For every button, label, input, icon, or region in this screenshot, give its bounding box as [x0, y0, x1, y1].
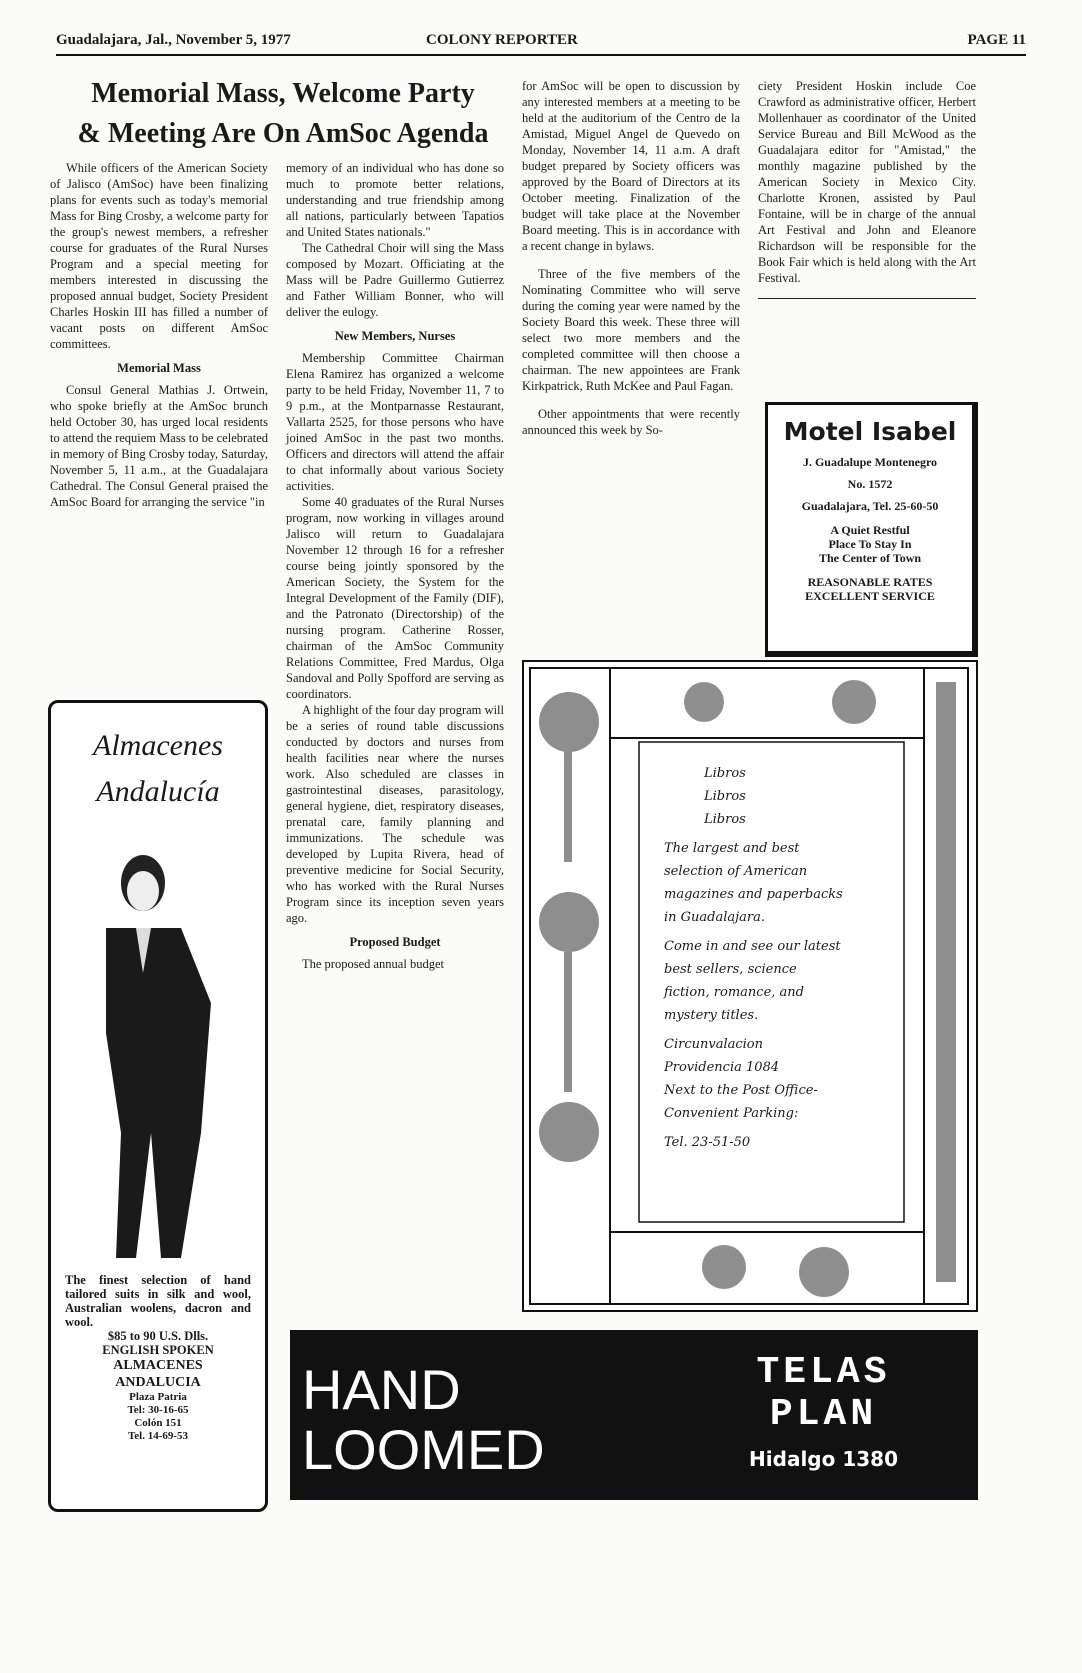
headline-line: Memorial Mass, Welcome Party — [91, 78, 475, 109]
page-number: PAGE 11 — [967, 32, 1026, 48]
paragraph: Three of the five members of the Nominating Committee who will serve during the coming year were named by the Society Board this week. These three will select two more members and the completed committee will then choose a chairman. The new appointees are Frank Kirkpatrick, Ruth McKee and Paul Fagan. — [522, 267, 740, 393]
headline-line: & Meeting Are On AmSoc Agenda — [77, 118, 489, 149]
ad-line: Come in and see our latest — [664, 939, 841, 954]
motel-phone: Guadalajara, Tel. 25-60-50 — [801, 499, 939, 513]
ad-location: Colón 151 — [134, 1417, 182, 1429]
ad-line: TELAS — [756, 1351, 891, 1394]
motel-service: EXCELLENT SERVICE — [805, 589, 935, 603]
paragraph: The Cathedral Choir will sing the Mass composed by Mozart. Officiating at the Mass will be Padre Guillermo Gutierrez and Father William Bonner, who will deliver the eulogy. — [286, 241, 504, 319]
ad-phone: Tel. 14-69-53 — [127, 1430, 189, 1442]
article-column-2 — [286, 160, 504, 972]
ad-line: HAND — [302, 1358, 461, 1421]
paper-name: COLONY REPORTER — [426, 32, 578, 48]
ad-title-line: Andalucía — [96, 775, 220, 808]
subhead: Memorial Mass — [117, 361, 201, 375]
ad-line: best sellers, science — [664, 962, 797, 977]
paragraph: Some 40 graduates of the Rural Nurses program, now working in villages around Jalisco will return to Guadalajara November 12 through 16 for a refresher course being jointly sponsored by the American Society, the System for the Integral Development of the Family (DIF), and the Patronato (Directorship) of the nursing program. Catherine Rosser, chairman of the AmSoc Community Relations Committee, Fred Mardus, Olga Sandoval and Polly Spofford are serving as coordinators. — [286, 495, 504, 701]
ad-body — [65, 1273, 251, 1443]
paragraph: While officers of the American Society of Jalisco (AmSoc) have been finalizing plans for events such as today's memorial Mass for Bing Crosby, a welcome party for the group's newest members, a refresher course for graduates of the Rural Nurses Program and a special meeting for members interested in discussing the proposed annual budget, Society President Charles Hoskin III has filled a number of vacant posts on different AmSoc committees. — [50, 161, 268, 351]
motel-address: No. 1572 — [847, 477, 893, 491]
article-column-3 — [522, 78, 740, 438]
ad-almacenes-andalucia — [48, 700, 268, 1512]
ad-line: selection of American — [664, 864, 808, 879]
ad-english-spoken: ENGLISH SPOKEN — [102, 1343, 214, 1357]
man-in-suit-illustration — [51, 833, 265, 1263]
ad-price: $85 to 90 U.S. Dlls. — [107, 1329, 209, 1343]
page-header — [56, 32, 1026, 56]
motel-owner: J. Guadalupe Montenegro — [802, 455, 938, 469]
motel-rates: REASONABLE RATES — [807, 575, 933, 589]
subhead: Proposed Budget — [349, 935, 441, 949]
ad-line: Tel. 23-51-50 — [664, 1135, 751, 1150]
ad-line: magazines and paperbacks — [664, 887, 843, 902]
dateline: Guadalajara, Jal., November 5, 1977 — [56, 32, 291, 48]
motel-tagline: Place To Stay In — [828, 537, 912, 551]
ad-libros — [522, 660, 978, 1312]
paragraph: for AmSoc will be open to discussion by any interested members at a meeting to be held at the auditorium of the Centro de la Amistad, Miguel Angel de Quevedo on Monday, November 14, 11 a.m. A draft budget prepared by Society officers was approved by the Board of Directors at its October meeting. Finalization of the budget will take place at the November Board meeting. This is in accordance with a recent change in bylaws. — [522, 79, 740, 253]
ad-line: Libros — [704, 766, 746, 781]
ad-line: Libros — [704, 812, 746, 827]
telas-plan-text — [749, 1352, 898, 1472]
ad-line: Next to the Post Office- — [664, 1083, 818, 1098]
ad-line: fiction, romance, and — [664, 985, 804, 1000]
article-headline — [50, 74, 516, 154]
ad-title — [51, 723, 265, 815]
books-ad-text — [664, 762, 919, 1154]
ad-line: mystery titles. — [664, 1008, 759, 1023]
subhead: New Members, Nurses — [334, 329, 456, 343]
hand-loomed-text — [302, 1360, 545, 1480]
ad-line: LOOMED — [302, 1418, 545, 1481]
telas-address: Hidalgo 1380 — [749, 1447, 898, 1471]
ad-title-line: Almacenes — [93, 729, 223, 762]
article-column-4 — [758, 78, 976, 299]
ad-line: PLAN — [769, 1393, 878, 1436]
paragraph: ciety President Hoskin include Coe Crawford as administrative officer, Herbert Mollenhauer as coordinator of the United Service Bureau and Bill McWood as the Guadalajara editor for "Amistad," the monthly magazine published by the American Society in Mexico City. Charlotte Kronen, assisted by Paul Fontaine, will be in charge of the annual Art Festival and John and Eleanore Richardson will be responsible for the Book Fair which is held along with the Art Festival. — [758, 79, 976, 285]
ad-line: Libros — [704, 789, 746, 804]
ad-line: The largest and best — [664, 841, 800, 856]
ad-line: Circunvalacion — [664, 1037, 763, 1052]
ad-store-name: ALMACENES — [113, 1358, 203, 1373]
paragraph: A highlight of the four day program will be a series of round table discussions conducted by doctors and nurses from health facilities near where the nurses work. Also scheduled are classes in gastrointestinal diseases, parasitology, general hygiene, diet, respiratory diseases, prenatal care, family planning and immunizations. The schedule was developed by Lupita Rivera, head of preventive medicine for Social Security, who has worked with the Rural Nurses Program since its inception seven years ago. — [286, 703, 504, 925]
paragraph: Other appointments that were recently announced this week by So- — [522, 407, 740, 437]
ad-store-name: ANDALUCIA — [115, 1375, 201, 1390]
motel-tagline: The Center of Town — [818, 551, 922, 565]
motel-name: Motel Isabel — [783, 417, 957, 446]
ad-motel-isabel — [765, 402, 978, 657]
ad-description: The finest selection of hand tailored suits in silk and wool, Australian woolens, dacron and wool. — [65, 1273, 251, 1329]
paragraph: The proposed annual budget — [302, 957, 444, 971]
ad-line: Providencia 1084 — [664, 1060, 780, 1075]
motel-tagline: A Quiet Restful — [830, 523, 910, 537]
paragraph: Consul General Mathias J. Ortwein, who spoke briefly at the AmSoc brunch held October 30, has urged local residents to attend the requiem Mass to be celebrated in memory of Bing Crosby today, Saturday, November 5, 11 a.m., at the Guadalajara Cathedral. The Consul General praised the AmSoc Board for arranging the service "in — [50, 383, 268, 509]
ad-location: Plaza Patria — [129, 1391, 187, 1403]
ad-line: Convenient Parking: — [664, 1106, 799, 1121]
ad-line: in Guadalajara. — [664, 910, 766, 925]
ad-phone: Tel: 30-16-65 — [127, 1404, 189, 1416]
ad-telas-plan — [290, 1330, 978, 1500]
article-column-1 — [50, 160, 268, 510]
paragraph: memory of an individual who has done so much to promote better relations, understanding and true friendship among all nations, particularly between Tapatios and United States nationals." — [286, 161, 504, 239]
paragraph: Membership Committee Chairman Elena Ramirez has organized a welcome party to be held Friday, November 11, 7 to 9 p.m., at the Montparnasse Restaurant, Vallarta 2525, for those persons who have joined AmSoc in the past two months. Officers and directors will attend the affair to chat informally about various Society activities. — [286, 351, 504, 493]
